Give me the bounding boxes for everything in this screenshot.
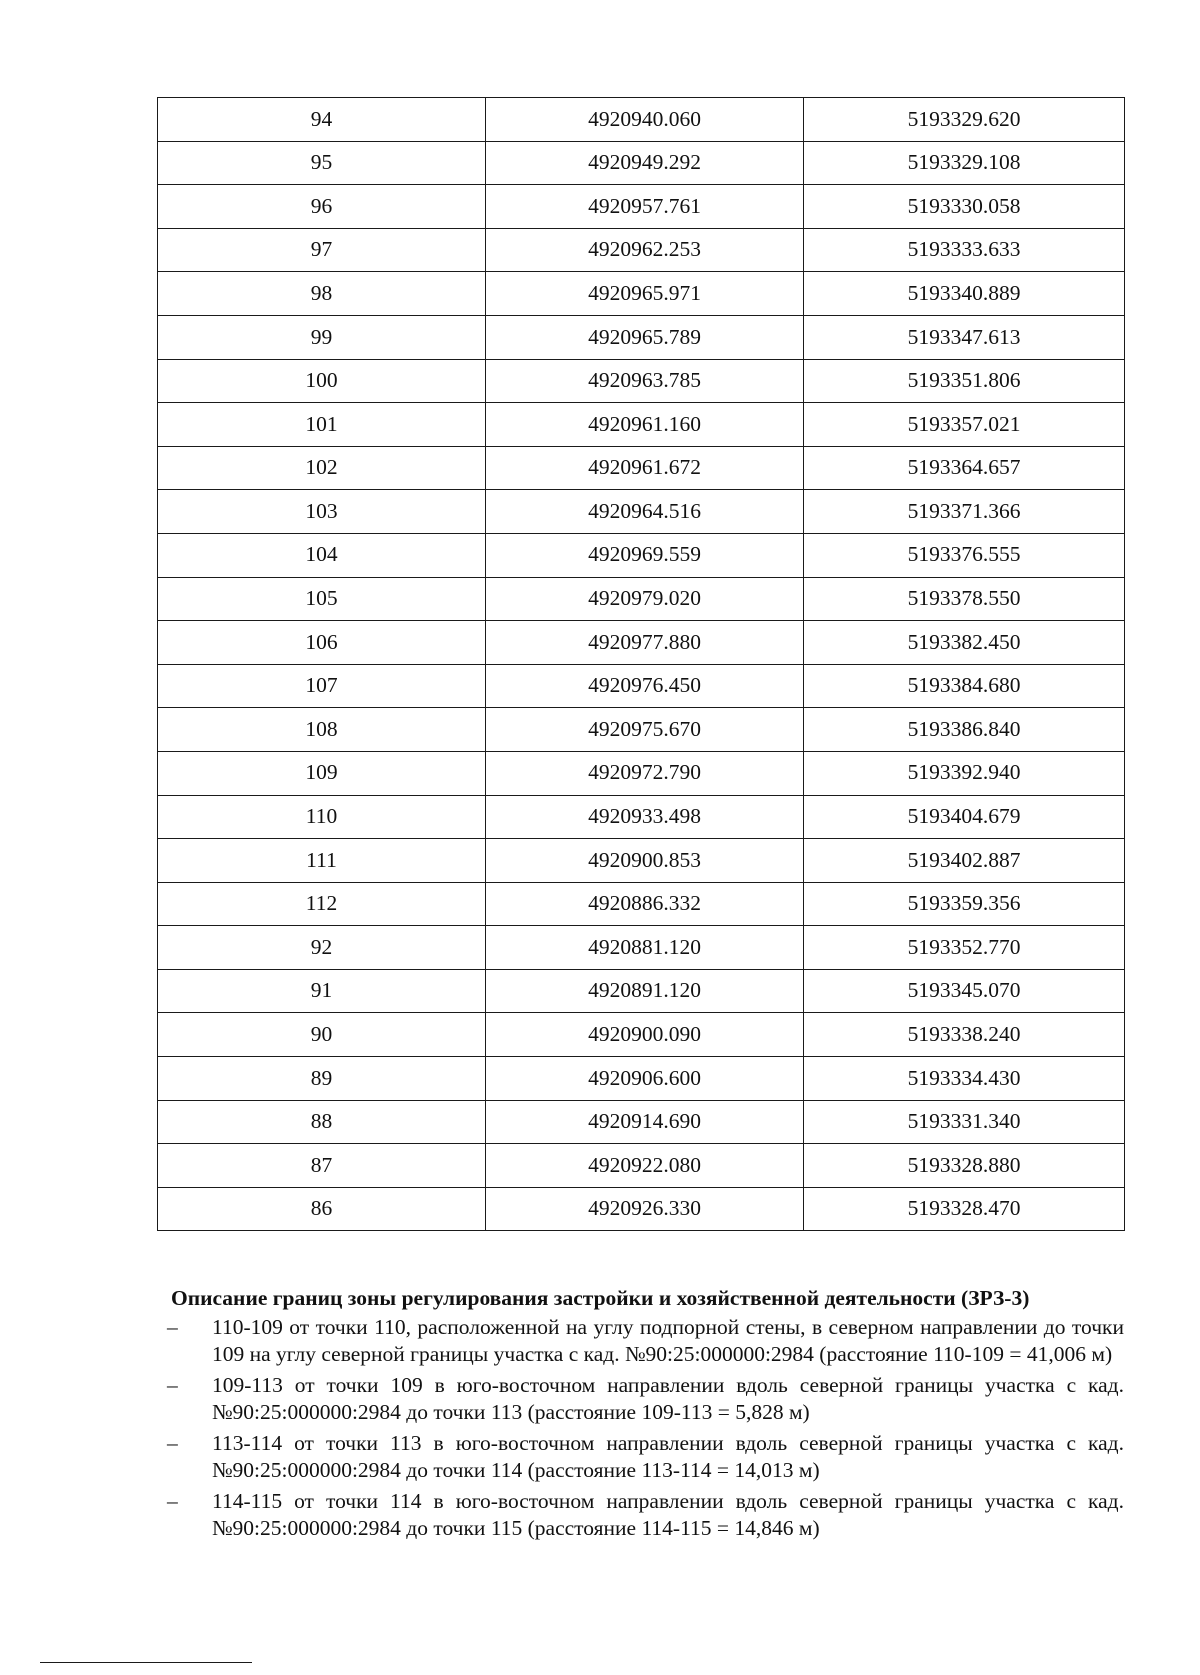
y-coordinate-cell: 5193402.887: [804, 839, 1125, 883]
x-coordinate-cell: 4920977.880: [486, 621, 804, 665]
boundary-list: [157, 1314, 1124, 1541]
dash-bullet: –: [167, 1315, 178, 1339]
table-row: [158, 98, 1125, 142]
list-item: [157, 1430, 1124, 1483]
y-coordinate-cell: 5193392.940: [804, 751, 1125, 795]
y-coordinate-cell: 5193331.340: [804, 1100, 1125, 1144]
table-row: [158, 1100, 1125, 1144]
point-number-cell: 104: [158, 533, 486, 577]
y-coordinate-cell: 5193328.880: [804, 1144, 1125, 1188]
table-row: [158, 185, 1125, 229]
x-coordinate-cell: 4920965.789: [486, 315, 804, 359]
y-coordinate-cell: 5193329.108: [804, 141, 1125, 185]
point-number-cell: 112: [158, 882, 486, 926]
x-coordinate-cell: 4920965.971: [486, 272, 804, 316]
point-number-cell: 109: [158, 751, 486, 795]
coordinates-table-body: [158, 98, 1125, 1231]
list-item: [157, 1372, 1124, 1425]
list-item-text: 114-115 от точки 114 в юго-восточном направлении вдоль северной границы участка с кад. №90:25:000000:2984 до точки 115 (расстояние 114-115 = 14,846 м): [212, 1489, 1124, 1540]
y-coordinate-cell: 5193378.550: [804, 577, 1125, 621]
x-coordinate-cell: 4920914.690: [486, 1100, 804, 1144]
point-number-cell: 91: [158, 969, 486, 1013]
point-number-cell: 102: [158, 446, 486, 490]
point-number-cell: 88: [158, 1100, 486, 1144]
point-number-cell: 97: [158, 228, 486, 272]
table-row: [158, 533, 1125, 577]
x-coordinate-cell: 4920975.670: [486, 708, 804, 752]
table-row: [158, 1187, 1125, 1231]
x-coordinate-cell: 4920900.853: [486, 839, 804, 883]
point-number-cell: 99: [158, 315, 486, 359]
table-row: [158, 1144, 1125, 1188]
point-number-cell: 101: [158, 403, 486, 447]
table-row: [158, 708, 1125, 752]
x-coordinate-cell: 4920886.332: [486, 882, 804, 926]
list-item: [157, 1314, 1124, 1367]
coordinates-table: [157, 97, 1125, 1231]
y-coordinate-cell: 5193329.620: [804, 98, 1125, 142]
y-coordinate-cell: 5193382.450: [804, 621, 1125, 665]
point-number-cell: 111: [158, 839, 486, 883]
y-coordinate-cell: 5193333.633: [804, 228, 1125, 272]
list-item-text: 110-109 от точки 110, расположенной на углу подпорной стены, в северном направлении до точки 109 на углу северной границы участка с кад. №90:25:000000:2984 (расстояние 110-109 = 41,006 м): [212, 1315, 1124, 1366]
table-row: [158, 839, 1125, 883]
y-coordinate-cell: 5193340.889: [804, 272, 1125, 316]
y-coordinate-cell: 5193328.470: [804, 1187, 1125, 1231]
point-number-cell: 86: [158, 1187, 486, 1231]
table-row: [158, 490, 1125, 534]
table-row: [158, 141, 1125, 185]
point-number-cell: 105: [158, 577, 486, 621]
list-item: [157, 1488, 1124, 1541]
list-item-text: 113-114 от точки 113 в юго-восточном направлении вдоль северной границы участка с кад. №90:25:000000:2984 до точки 114 (расстояние 113-114 = 14,013 м): [212, 1431, 1124, 1482]
table-row: [158, 969, 1125, 1013]
point-number-cell: 106: [158, 621, 486, 665]
x-coordinate-cell: 4920933.498: [486, 795, 804, 839]
x-coordinate-cell: 4920969.559: [486, 533, 804, 577]
x-coordinate-cell: 4920957.761: [486, 185, 804, 229]
x-coordinate-cell: 4920949.292: [486, 141, 804, 185]
point-number-cell: 108: [158, 708, 486, 752]
x-coordinate-cell: 4920961.672: [486, 446, 804, 490]
list-item-text: 109-113 от точки 109 в юго-восточном направлении вдоль северной границы участка с кад. №90:25:000000:2984 до точки 113 (расстояние 109-113 = 5,828 м): [212, 1373, 1124, 1424]
x-coordinate-cell: 4920926.330: [486, 1187, 804, 1231]
table-row: [158, 403, 1125, 447]
table-row: [158, 315, 1125, 359]
x-coordinate-cell: 4920963.785: [486, 359, 804, 403]
x-coordinate-cell: 4920881.120: [486, 926, 804, 970]
x-coordinate-cell: 4920964.516: [486, 490, 804, 534]
table-row: [158, 751, 1125, 795]
x-coordinate-cell: 4920891.120: [486, 969, 804, 1013]
y-coordinate-cell: 5193347.613: [804, 315, 1125, 359]
boundary-description: [157, 1284, 1124, 1546]
x-coordinate-cell: 4920976.450: [486, 664, 804, 708]
point-number-cell: 100: [158, 359, 486, 403]
x-coordinate-cell: 4920900.090: [486, 1013, 804, 1057]
table-row: [158, 1057, 1125, 1101]
x-coordinate-cell: 4920961.160: [486, 403, 804, 447]
point-number-cell: 103: [158, 490, 486, 534]
point-number-cell: 110: [158, 795, 486, 839]
y-coordinate-cell: 5193364.657: [804, 446, 1125, 490]
y-coordinate-cell: 5193371.366: [804, 490, 1125, 534]
point-number-cell: 96: [158, 185, 486, 229]
point-number-cell: 90: [158, 1013, 486, 1057]
y-coordinate-cell: 5193338.240: [804, 1013, 1125, 1057]
x-coordinate-cell: 4920922.080: [486, 1144, 804, 1188]
table-row: [158, 272, 1125, 316]
x-coordinate-cell: 4920972.790: [486, 751, 804, 795]
table-row: [158, 664, 1125, 708]
dash-bullet: –: [167, 1373, 178, 1397]
y-coordinate-cell: 5193345.070: [804, 969, 1125, 1013]
y-coordinate-cell: 5193359.356: [804, 882, 1125, 926]
footnote-separator: [40, 1662, 252, 1663]
dash-bullet: –: [167, 1489, 178, 1513]
y-coordinate-cell: 5193404.679: [804, 795, 1125, 839]
x-coordinate-cell: 4920979.020: [486, 577, 804, 621]
y-coordinate-cell: 5193386.840: [804, 708, 1125, 752]
point-number-cell: 87: [158, 1144, 486, 1188]
table-row: [158, 1013, 1125, 1057]
y-coordinate-cell: 5193384.680: [804, 664, 1125, 708]
table-row: [158, 882, 1125, 926]
table-row: [158, 577, 1125, 621]
table-row: [158, 926, 1125, 970]
point-number-cell: 98: [158, 272, 486, 316]
x-coordinate-cell: 4920906.600: [486, 1057, 804, 1101]
y-coordinate-cell: 5193334.430: [804, 1057, 1125, 1101]
dash-bullet: –: [167, 1431, 178, 1455]
x-coordinate-cell: 4920940.060: [486, 98, 804, 142]
point-number-cell: 107: [158, 664, 486, 708]
table-row: [158, 621, 1125, 665]
x-coordinate-cell: 4920962.253: [486, 228, 804, 272]
table-row: [158, 228, 1125, 272]
table-row: [158, 795, 1125, 839]
point-number-cell: 94: [158, 98, 486, 142]
table-row: [158, 359, 1125, 403]
y-coordinate-cell: 5193376.555: [804, 533, 1125, 577]
section-title: Описание границ зоны регулирования застройки и хозяйственной деятельности (ЗРЗ-3): [171, 1286, 1030, 1310]
y-coordinate-cell: 5193351.806: [804, 359, 1125, 403]
y-coordinate-cell: 5193352.770: [804, 926, 1125, 970]
table-row: [158, 446, 1125, 490]
point-number-cell: 95: [158, 141, 486, 185]
point-number-cell: 89: [158, 1057, 486, 1101]
point-number-cell: 92: [158, 926, 486, 970]
y-coordinate-cell: 5193357.021: [804, 403, 1125, 447]
y-coordinate-cell: 5193330.058: [804, 185, 1125, 229]
